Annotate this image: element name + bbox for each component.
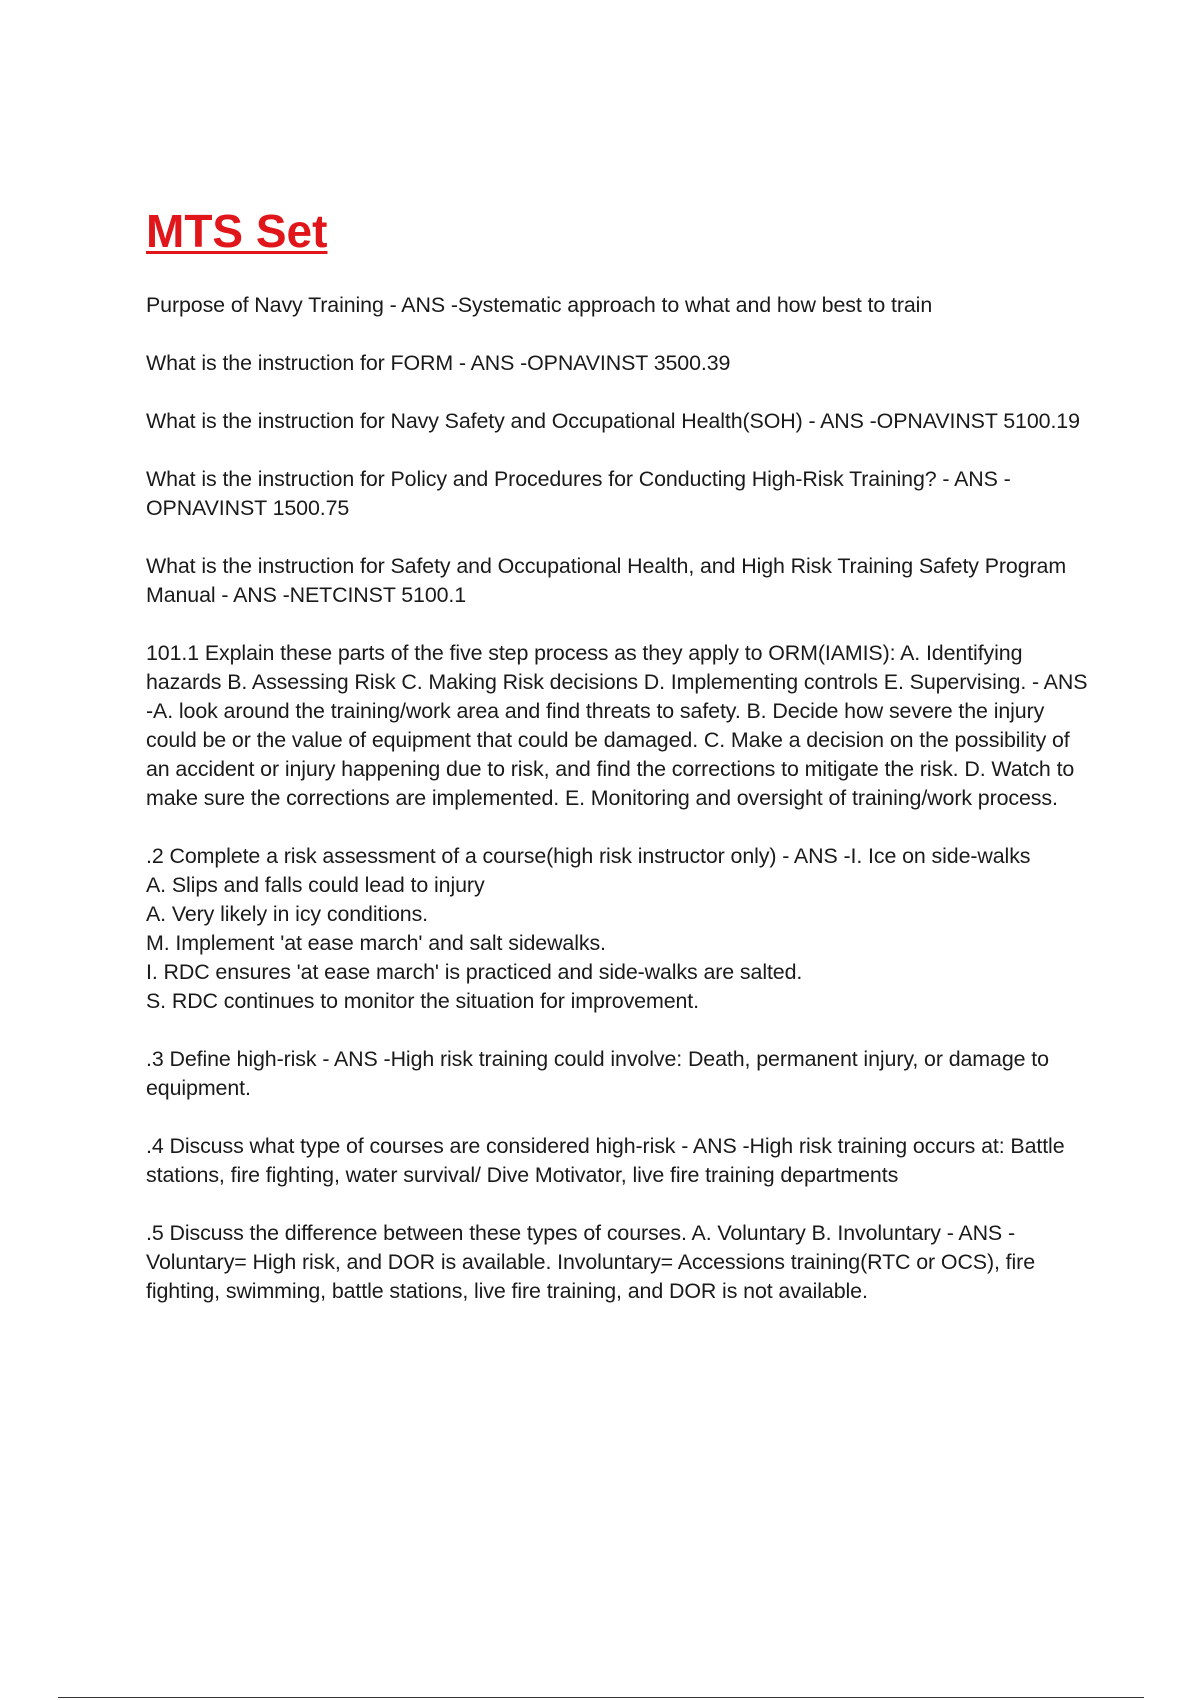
qa-entry-form-instruction: What is the instruction for FORM - ANS -OPNAVINST 3500.39 [146, 351, 731, 375]
qa-entry-soh-instruction: What is the instruction for Navy Safety and Occupational Health(SOH) - ANS -OPNAVINST 5100.19 [146, 409, 1080, 433]
footer-divider [58, 1697, 1144, 1698]
qa-entry-safety-program-manual: What is the instruction for Safety and Occupational Health, and High Risk Training Safety Program Manual - ANS -NETCINST 5100.1 [146, 554, 1067, 607]
qa-entry-high-risk-courses: .4 Discuss what type of courses are considered high-risk - ANS -High risk training occurs at: Battle stations, fire fighting, water survival/ Dive Motivator, live fire training departments [146, 1134, 1065, 1187]
qa-entry-purpose-navy-training: Purpose of Navy Training - ANS -Systematic approach to what and how best to train [146, 293, 933, 317]
qa-entry-high-risk-policy: What is the instruction for Policy and Procedures for Conducting High-Risk Training? - ANS -OPNAVINST 1500.75 [146, 467, 1011, 520]
document-page [146, 205, 1091, 1335]
qa-entry-voluntary-involuntary: .5 Discuss the difference between these types of courses. A. Voluntary B. Involuntary - ANS -Voluntary= High risk, and DOR is available. Involuntary= Accessions training(RTC or OCS), fire fighting, swimming, battle stations, live fire training, and DOR is not available. [146, 1221, 1035, 1303]
qa-entry-orm-five-step: 101.1 Explain these parts of the five step process as they apply to ORM(IAMIS): A. Identifying hazards B. Assessing Risk C. Making Risk decisions D. Implementing controls E. Supervising. - ANS -A. look around the training/work area and find threats to safety. B. Decide how severe the injury could be or the value of equipment that could be damaged. C. Make a decision on the possibility of an accident or injury happening due to risk, and find the corrections to mitigate the risk. D. Watch to make sure the corrections are implemented. E. Monitoring and oversight of training/work process. [146, 641, 1088, 810]
qa-entry-risk-assessment: .2 Complete a risk assessment of a course(high risk instructor only) - ANS -I. Ice on side-walks A. Slips and falls could lead to injury A. Very likely in icy conditions. M. Implement 'at ease march' and salt sidewalks. I. RDC ensures 'at ease march' is practiced and side-walks are salted. S. RDC continues to monitor the situation for improvement. [146, 844, 1031, 1013]
document-title: MTS Set [146, 205, 328, 257]
qa-entry-define-high-risk: .3 Define high-risk - ANS -High risk training could involve: Death, permanent injury, or damage to equipment. [146, 1047, 1049, 1100]
